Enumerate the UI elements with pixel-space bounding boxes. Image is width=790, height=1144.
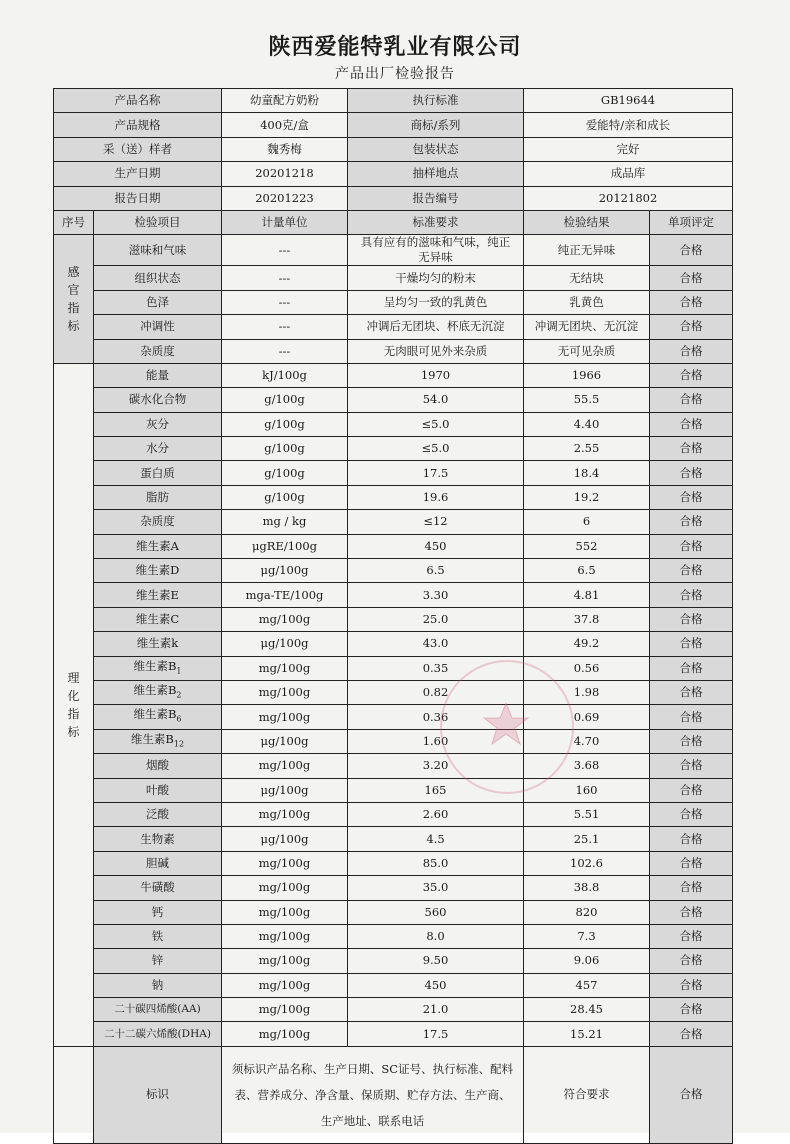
item-standard: 17.5 [348, 461, 524, 485]
item-unit: mg/100g [222, 802, 348, 826]
table-row-labeling [54, 1046, 733, 1143]
item-evaluation: 合格 [650, 802, 733, 826]
table-row [54, 729, 733, 753]
table-row [54, 290, 733, 314]
item-evaluation: 合格 [650, 705, 733, 729]
item-result: 49.2 [524, 632, 650, 656]
item-evaluation: 合格 [650, 900, 733, 924]
item-result: 552 [524, 534, 650, 558]
item-unit: mg/100g [222, 754, 348, 778]
info-value: 20201223 [222, 186, 348, 210]
item-unit: μgRE/100g [222, 534, 348, 558]
item-standard: 1970 [348, 363, 524, 387]
column-header: 计量单位 [222, 210, 348, 234]
item-result: 0.56 [524, 656, 650, 680]
item-name-text: 水分 [146, 441, 169, 456]
table-row [54, 656, 733, 680]
item-evaluation: 合格 [650, 363, 733, 387]
table-row [54, 973, 733, 997]
item-standard: 450 [348, 534, 524, 558]
item-subscript: 6 [176, 714, 182, 724]
info-label: 产品名称 [54, 89, 222, 113]
item-result: 3.68 [524, 754, 650, 778]
info-label: 包装状态 [348, 137, 524, 161]
info-value: 幼童配方奶粉 [222, 89, 348, 113]
table-row [54, 607, 733, 631]
item-name-text: 蛋白质 [140, 465, 175, 480]
table-row [54, 998, 733, 1022]
item-evaluation: 合格 [650, 583, 733, 607]
item-standard: ≤5.0 [348, 412, 524, 436]
info-row [54, 89, 733, 113]
item-evaluation: 合格 [650, 680, 733, 704]
info-row [54, 137, 733, 161]
item-unit: mg/100g [222, 949, 348, 973]
item-unit: g/100g [222, 412, 348, 436]
item-result: 6 [524, 510, 650, 534]
item-standard: 19.6 [348, 485, 524, 509]
table-row [54, 485, 733, 509]
item-evaluation: 合格 [650, 485, 733, 509]
item-name [94, 632, 222, 656]
item-standard: 冲调后无团块、杯底无沉淀 [348, 315, 524, 339]
info-value: GB19644 [524, 89, 733, 113]
item-evaluation: 合格 [650, 851, 733, 875]
item-unit: mg/100g [222, 900, 348, 924]
table-row [54, 680, 733, 704]
item-name-text: 二十二碳六烯酸(DHA) [104, 1027, 211, 1040]
item-evaluation: 合格 [650, 607, 733, 631]
item-result: 820 [524, 900, 650, 924]
item-result: 无可见杂质 [524, 339, 650, 363]
item-name [94, 534, 222, 558]
info-row [54, 113, 733, 137]
item-name-text: 铁 [151, 929, 164, 944]
item-name-text: 烟酸 [146, 758, 169, 773]
item-evaluation: 合格 [650, 973, 733, 997]
item-standard: ≤5.0 [348, 437, 524, 461]
item-unit: μg/100g [222, 559, 348, 583]
item-evaluation: 合格 [650, 656, 733, 680]
item-subscript: 12 [173, 739, 185, 749]
table-row [54, 266, 733, 290]
item-name: 组织状态 [94, 266, 222, 290]
item-name-text: 杂质度 [140, 514, 175, 529]
item-standard: 8.0 [348, 924, 524, 948]
item-result: 6.5 [524, 559, 650, 583]
item-name-text: 维生素k [136, 636, 179, 651]
item-evaluation: 合格 [650, 1046, 733, 1143]
item-name-text: 叶酸 [146, 782, 169, 797]
item-result: 457 [524, 973, 650, 997]
item-unit: mg/100g [222, 973, 348, 997]
table-row [54, 510, 733, 534]
item-evaluation: 合格 [650, 559, 733, 583]
item-standard: 450 [348, 973, 524, 997]
item-unit: g/100g [222, 437, 348, 461]
item-result: 160 [524, 778, 650, 802]
item-result: 102.6 [524, 851, 650, 875]
item-name [94, 802, 222, 826]
item-unit: g/100g [222, 485, 348, 509]
info-label: 抽样地点 [348, 162, 524, 186]
item-evaluation: 合格 [650, 461, 733, 485]
category-empty [54, 1046, 94, 1143]
item-name-text: 维生素E [136, 587, 179, 602]
item-evaluation: 合格 [650, 924, 733, 948]
item-unit: --- [222, 315, 348, 339]
column-header-row [54, 210, 733, 234]
item-result: 19.2 [524, 485, 650, 509]
table-row [54, 437, 733, 461]
item-name: 滋味和气味 [94, 235, 222, 266]
item-name [94, 583, 222, 607]
item-result: 7.3 [524, 924, 650, 948]
item-name-text: 维生素A [136, 538, 179, 553]
item-result: 5.51 [524, 802, 650, 826]
item-name: 标识 [94, 1046, 222, 1143]
item-result: 1.98 [524, 680, 650, 704]
item-unit: μg/100g [222, 827, 348, 851]
item-name [94, 388, 222, 412]
item-result: 乳黄色 [524, 290, 650, 314]
item-evaluation: 合格 [650, 437, 733, 461]
item-unit: mg/100g [222, 851, 348, 875]
item-unit: μg/100g [222, 729, 348, 753]
table-row [54, 534, 733, 558]
item-unit: --- [222, 339, 348, 363]
item-unit: g/100g [222, 461, 348, 485]
item-standard: 35.0 [348, 876, 524, 900]
item-evaluation: 合格 [650, 412, 733, 436]
item-standard: 560 [348, 900, 524, 924]
item-result: 37.8 [524, 607, 650, 631]
item-standard: 85.0 [348, 851, 524, 875]
table-row [54, 754, 733, 778]
table-row [54, 583, 733, 607]
item-result: 纯正无异味 [524, 235, 650, 266]
item-result: 1966 [524, 363, 650, 387]
info-label: 商标/系列 [348, 113, 524, 137]
column-header: 检验结果 [524, 210, 650, 234]
item-name [94, 949, 222, 973]
item-name [94, 485, 222, 509]
item-name-text: 碳水化合物 [128, 392, 187, 407]
item-result: 0.69 [524, 705, 650, 729]
item-evaluation: 合格 [650, 388, 733, 412]
item-evaluation: 合格 [650, 876, 733, 900]
table-row [54, 412, 733, 436]
item-name [94, 851, 222, 875]
item-unit: mg/100g [222, 998, 348, 1022]
info-label: 采（送）样者 [54, 137, 222, 161]
item-evaluation: 合格 [650, 339, 733, 363]
table-row [54, 363, 733, 387]
item-standard: 21.0 [348, 998, 524, 1022]
item-standard: 0.36 [348, 705, 524, 729]
item-name [94, 363, 222, 387]
item-name [94, 754, 222, 778]
info-value: 魏秀梅 [222, 137, 348, 161]
item-evaluation: 合格 [650, 778, 733, 802]
item-result: 28.45 [524, 998, 650, 1022]
item-unit: --- [222, 266, 348, 290]
column-header: 标准要求 [348, 210, 524, 234]
item-result: 冲调无团块、无沉淀 [524, 315, 650, 339]
item-evaluation: 合格 [650, 754, 733, 778]
item-standard: 干燥均匀的粉末 [348, 266, 524, 290]
item-name-text: 维生素B [133, 707, 177, 722]
table-row [54, 802, 733, 826]
item-result: 25.1 [524, 827, 650, 851]
item-unit: μg/100g [222, 632, 348, 656]
column-header: 单项评定 [650, 210, 733, 234]
item-standard: 54.0 [348, 388, 524, 412]
item-unit: μg/100g [222, 778, 348, 802]
info-value: 20201218 [222, 162, 348, 186]
table-row [54, 235, 733, 266]
item-name [94, 461, 222, 485]
item-name-text: 牛磺酸 [140, 880, 175, 895]
item-result: 9.06 [524, 949, 650, 973]
item-name-text: 维生素B [133, 658, 177, 673]
item-evaluation: 合格 [650, 998, 733, 1022]
item-standard: 0.35 [348, 656, 524, 680]
item-name [94, 412, 222, 436]
item-unit: --- [222, 235, 348, 266]
item-result: 15.21 [524, 1022, 650, 1046]
item-result: 无结块 [524, 266, 650, 290]
item-unit: kJ/100g [222, 363, 348, 387]
table-row [54, 461, 733, 485]
item-name [94, 437, 222, 461]
item-result: 符合要求 [524, 1046, 650, 1143]
item-name: 冲调性 [94, 315, 222, 339]
category-physchem: 理 化 指 标 [54, 363, 94, 1046]
item-name [94, 876, 222, 900]
item-name-text: 维生素D [135, 563, 180, 578]
table-row [54, 876, 733, 900]
info-row [54, 162, 733, 186]
item-standard: 2.60 [348, 802, 524, 826]
table-row [54, 705, 733, 729]
item-standard: 1.60 [348, 729, 524, 753]
table-row [54, 632, 733, 656]
item-standard: 17.5 [348, 1022, 524, 1046]
item-name [94, 510, 222, 534]
item-name-text: 维生素B [130, 731, 174, 746]
item-evaluation: 合格 [650, 235, 733, 266]
item-result: 4.40 [524, 412, 650, 436]
item-evaluation: 合格 [650, 632, 733, 656]
item-name-text: 二十碳四烯酸(AA) [114, 1003, 201, 1016]
item-standard: 43.0 [348, 632, 524, 656]
item-unit: mg/100g [222, 876, 348, 900]
item-name-text: 维生素B [133, 683, 177, 698]
item-name-text: 维生素C [135, 612, 180, 626]
item-name [94, 656, 222, 680]
column-header: 序号 [54, 210, 94, 234]
item-subscript: 1 [176, 665, 182, 675]
table-row [54, 949, 733, 973]
info-label: 生产日期 [54, 162, 222, 186]
item-unit: mga-TE/100g [222, 583, 348, 607]
info-row [54, 186, 733, 210]
item-unit: mg/100g [222, 705, 348, 729]
item-name-text: 脂肪 [146, 490, 169, 505]
item-standard: 165 [348, 778, 524, 802]
item-name-text: 泛酸 [146, 807, 169, 822]
item-standard: 3.30 [348, 583, 524, 607]
table-row [54, 778, 733, 802]
item-name [94, 973, 222, 997]
item-unit: mg / kg [222, 510, 348, 534]
item-name [94, 680, 222, 704]
item-standard: 须标识产品名称、生产日期、SC证号、执行标准、配料表、营养成分、净含量、保质期、贮存方法、生产商、生产地址、联系电话 [222, 1046, 524, 1143]
item-name [94, 729, 222, 753]
item-name [94, 900, 222, 924]
info-label: 报告日期 [54, 186, 222, 210]
document-title: 产品出厂检验报告 [335, 66, 455, 82]
item-name-text: 钠 [151, 977, 164, 992]
item-unit: mg/100g [222, 924, 348, 948]
item-name [94, 924, 222, 948]
item-standard: 25.0 [348, 607, 524, 631]
category-sensory: 感 官 指 标 [54, 235, 94, 364]
item-result: 4.70 [524, 729, 650, 753]
item-unit: --- [222, 290, 348, 314]
table-row [54, 1022, 733, 1046]
item-evaluation: 合格 [650, 266, 733, 290]
item-name-text: 钙 [151, 904, 164, 919]
table-row [54, 388, 733, 412]
item-result: 18.4 [524, 461, 650, 485]
item-name [94, 827, 222, 851]
table-row [54, 827, 733, 851]
company-name: 陕西爱能特乳业有限公司 [268, 35, 522, 60]
info-value: 完好 [524, 137, 733, 161]
table-row [54, 339, 733, 363]
item-unit: mg/100g [222, 680, 348, 704]
item-evaluation: 合格 [650, 315, 733, 339]
item-unit: mg/100g [222, 656, 348, 680]
item-name-text: 灰分 [146, 416, 169, 431]
item-evaluation: 合格 [650, 1022, 733, 1046]
item-result: 55.5 [524, 388, 650, 412]
column-header: 检验项目 [94, 210, 222, 234]
info-label: 产品规格 [54, 113, 222, 137]
item-name-text: 锌 [151, 953, 164, 968]
item-standard: ≤12 [348, 510, 524, 534]
item-unit: mg/100g [222, 607, 348, 631]
item-unit: mg/100g [222, 1022, 348, 1046]
item-standard: 呈均匀一致的乳黄色 [348, 290, 524, 314]
item-evaluation: 合格 [650, 534, 733, 558]
table-row [54, 559, 733, 583]
inspection-table [53, 88, 733, 1144]
table-row [54, 900, 733, 924]
item-name: 色泽 [94, 290, 222, 314]
item-evaluation: 合格 [650, 729, 733, 753]
item-result: 38.8 [524, 876, 650, 900]
item-standard: 0.82 [348, 680, 524, 704]
item-result: 2.55 [524, 437, 650, 461]
item-name-text: 胆碱 [146, 855, 169, 870]
info-label: 报告编号 [348, 186, 524, 210]
item-evaluation: 合格 [650, 290, 733, 314]
item-name-text: 能量 [146, 368, 169, 383]
item-name [94, 559, 222, 583]
info-value: 成品库 [524, 162, 733, 186]
item-name [94, 1022, 222, 1046]
item-evaluation: 合格 [650, 949, 733, 973]
item-subscript: 2 [176, 690, 182, 700]
info-label: 执行标准 [348, 89, 524, 113]
item-name [94, 998, 222, 1022]
item-name [94, 607, 222, 631]
item-standard: 6.5 [348, 559, 524, 583]
table-row [54, 924, 733, 948]
item-standard: 3.20 [348, 754, 524, 778]
item-evaluation: 合格 [650, 827, 733, 851]
item-standard: 9.50 [348, 949, 524, 973]
item-standard: 4.5 [348, 827, 524, 851]
item-result: 4.81 [524, 583, 650, 607]
item-evaluation: 合格 [650, 510, 733, 534]
item-unit: g/100g [222, 388, 348, 412]
item-name-text: 生物素 [140, 831, 175, 846]
item-standard: 无肉眼可见外来杂质 [348, 339, 524, 363]
info-value: 400克/盒 [222, 113, 348, 137]
info-value: 20121802 [524, 186, 733, 210]
item-name [94, 705, 222, 729]
item-name [94, 778, 222, 802]
info-value: 爱能特/亲和成长 [524, 113, 733, 137]
table-row [54, 315, 733, 339]
table-row [54, 851, 733, 875]
item-standard: 具有应有的滋味和气味，纯正无异味 [348, 235, 524, 266]
item-name: 杂质度 [94, 339, 222, 363]
